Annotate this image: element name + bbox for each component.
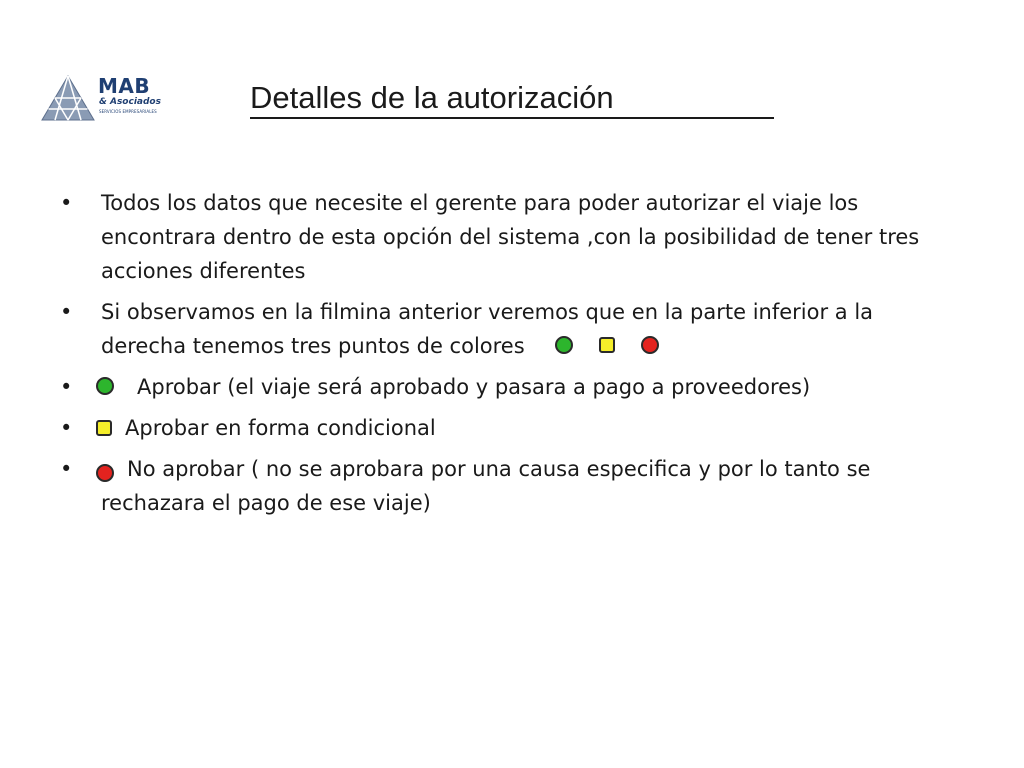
yellow-square-icon	[96, 420, 112, 436]
bullet-item	[60, 295, 960, 363]
bullet-text: Aprobar (el viaje será aprobado y pasara a pago a proveedores)	[137, 375, 811, 399]
logo-subtitle: & Asociados	[99, 97, 161, 107]
bullet-text: No aprobar ( no se aprobara por una causa especifica y por lo tanto se rechazara el pago de ese viaje)	[101, 457, 871, 515]
logo-tagline: SERVICIOS EMPRESARIALES	[99, 109, 157, 114]
yellow-square-icon	[599, 337, 615, 353]
bullet-text: Aprobar en forma condicional	[125, 416, 436, 440]
bullet-marker: •	[60, 375, 73, 399]
pyramid-logo-icon	[40, 74, 96, 122]
bullet-marker: •	[60, 191, 73, 215]
red-circle-icon	[96, 464, 114, 482]
bullet-marker: •	[60, 457, 73, 481]
company-logo	[40, 74, 174, 124]
status-dots	[555, 334, 685, 358]
title-underline	[250, 117, 774, 119]
bullet-marker: •	[60, 300, 73, 324]
green-circle-icon	[96, 377, 114, 395]
bullet-item	[60, 452, 960, 520]
bullet-text: Todos los datos que necesite el gerente para poder autorizar el viaje los encontrara dentro de esta opción del sistema ,con la posibilidad de tener tres acciones diferentes	[101, 191, 920, 283]
bullet-marker: •	[60, 416, 73, 440]
page-title: Detalles de la autorización	[250, 80, 614, 115]
bullet-text: Si observamos en la filmina anterior veremos que en la parte inferior a la derecha tenemos tres puntos de colores	[101, 300, 874, 358]
bullet-list	[60, 186, 960, 527]
green-circle-icon	[555, 336, 573, 354]
logo-name: MAB	[98, 74, 151, 98]
bullet-item	[60, 370, 960, 404]
red-circle-icon	[641, 336, 659, 354]
bullet-item	[60, 411, 960, 445]
bullet-item	[60, 186, 960, 288]
